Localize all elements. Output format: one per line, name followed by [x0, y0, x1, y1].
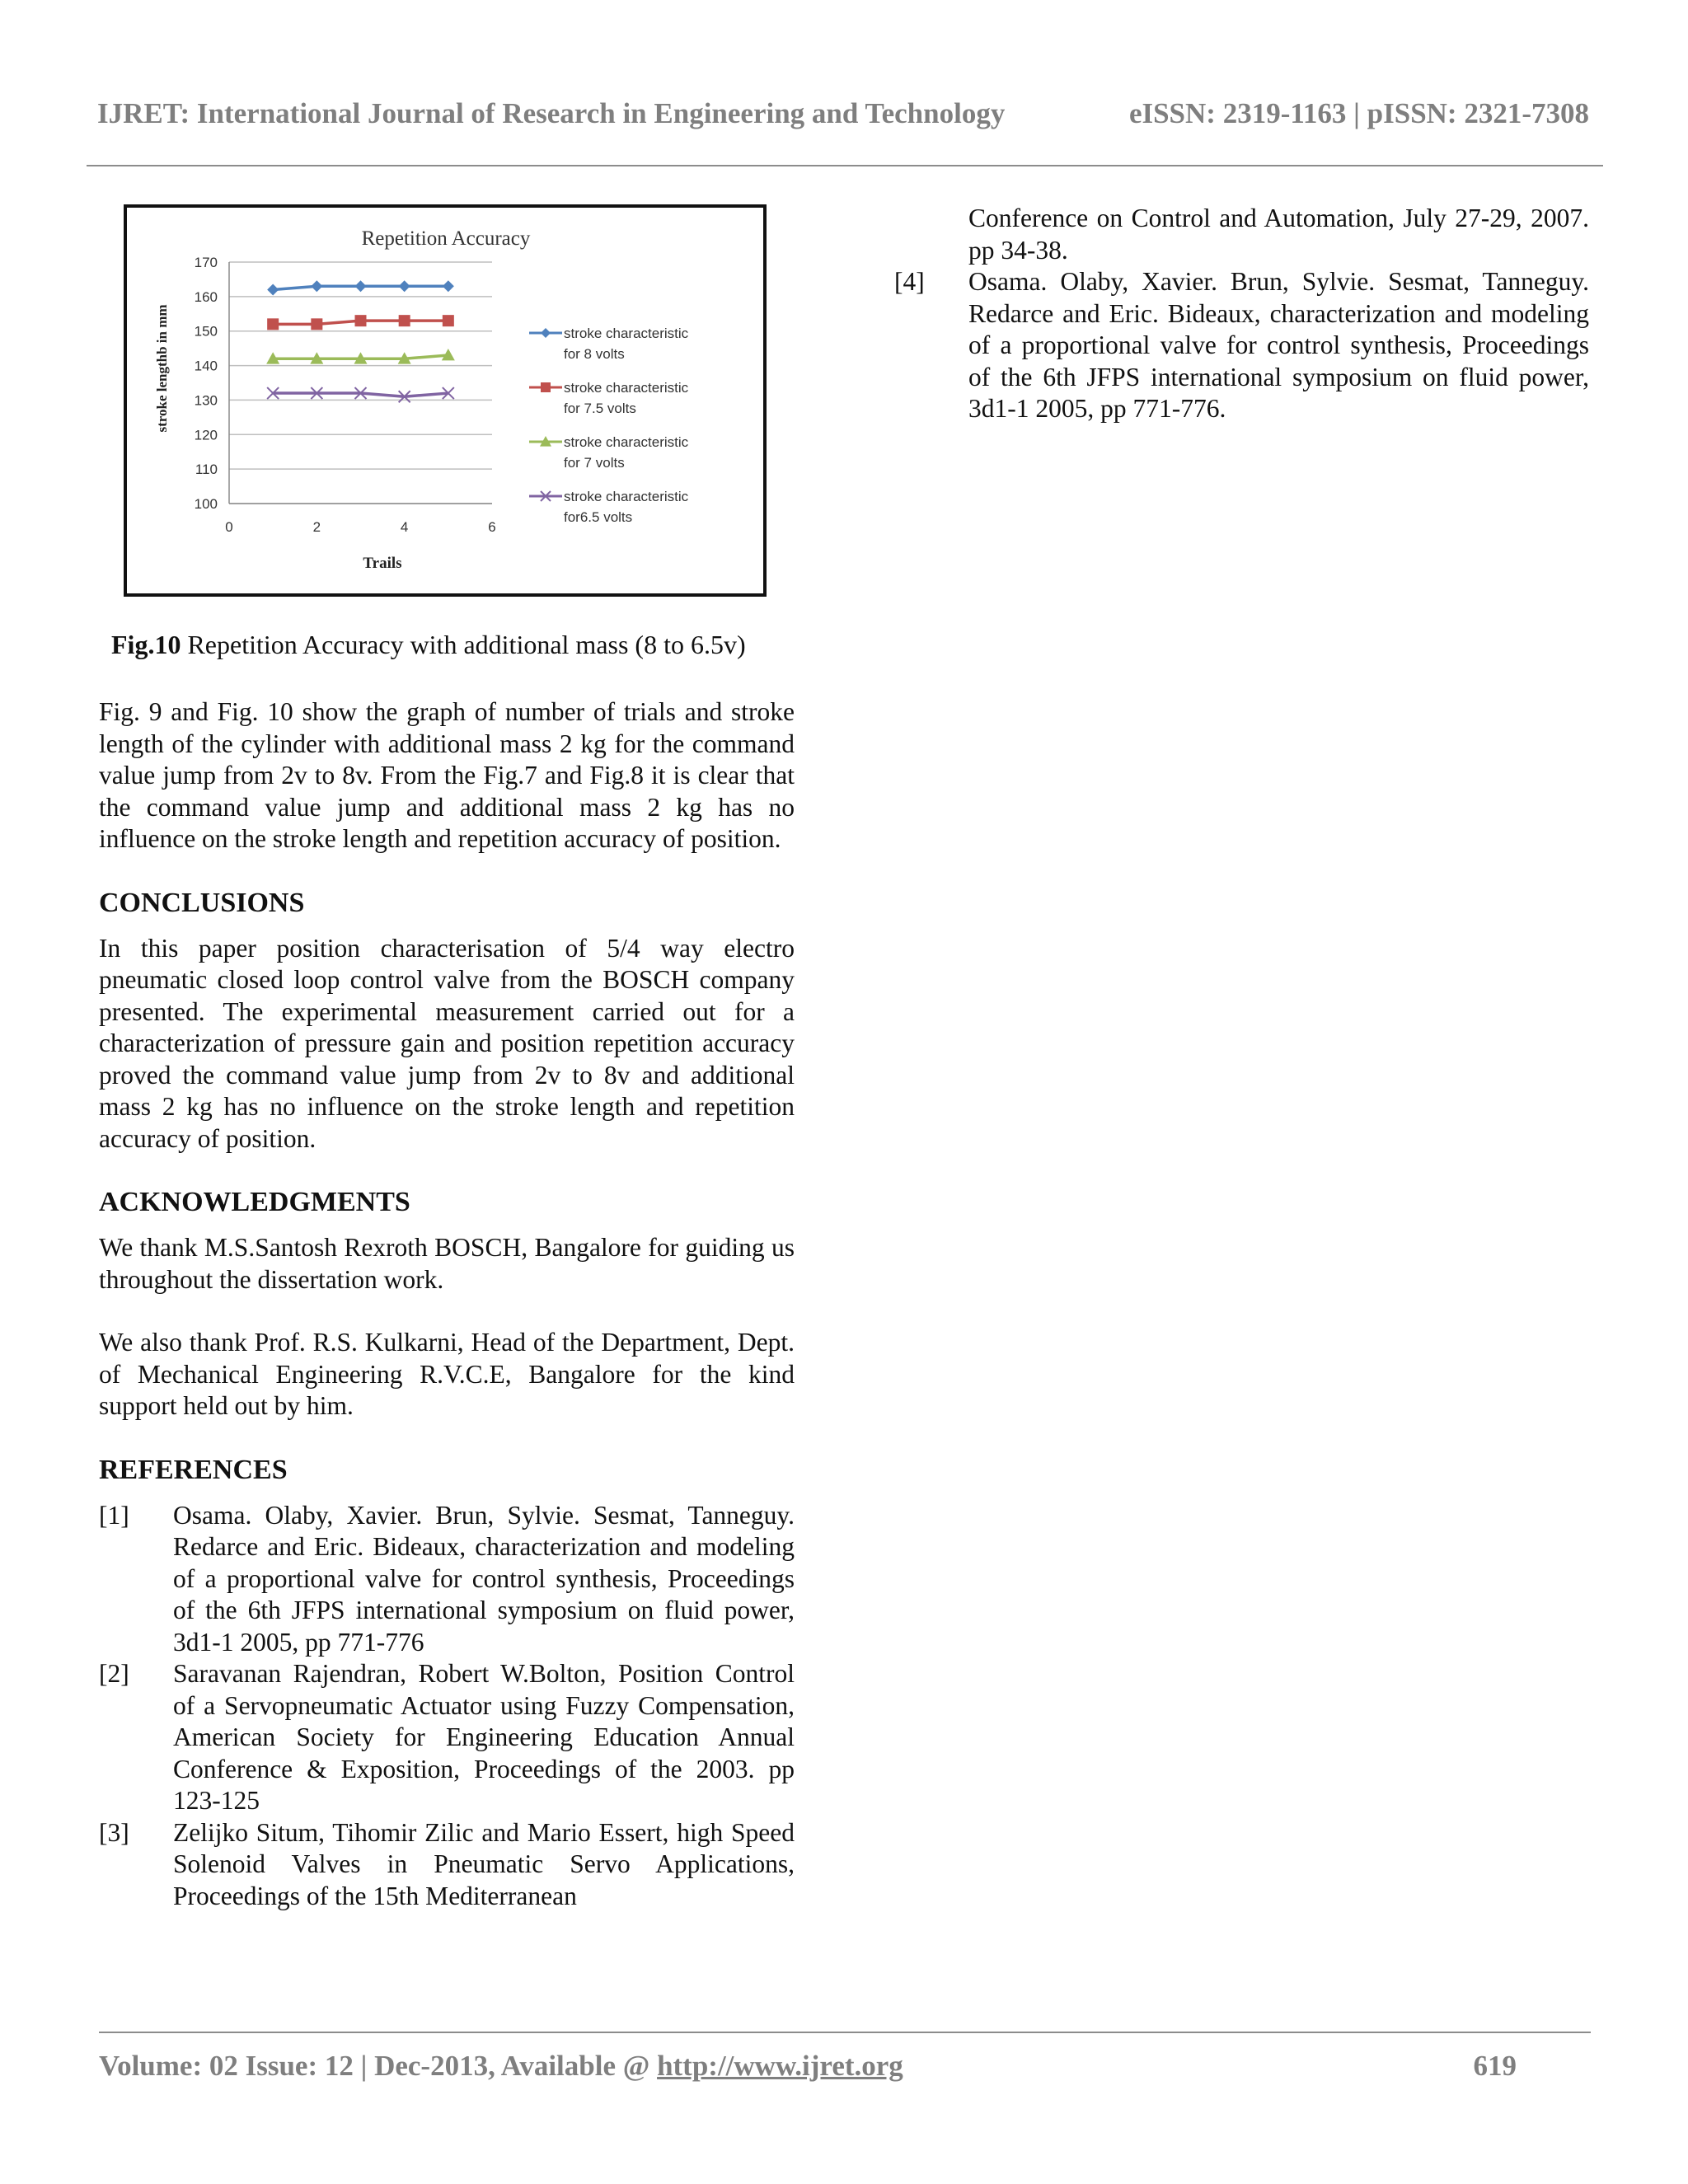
data-point	[443, 280, 454, 292]
page-number: 619	[1473, 2050, 1517, 2082]
reference-item	[894, 266, 1589, 425]
conclusions-paragraph: In this paper position characterisation of 5/4 way electro pneumatic closed loop control valve from the BOSCH company presented. The experimental measurement carried out for a characterization of pressure gain and position repetition accuracy proved the command value jump from 2v to 8v and additional mass 2 kg has no influence on the stroke length and repetition accuracy of position.	[99, 933, 795, 1153]
figure-caption	[111, 630, 795, 660]
legend-label: for6.5 volts	[564, 509, 633, 525]
references-heading: REFERENCES	[99, 1454, 288, 1485]
data-point	[541, 382, 551, 392]
data-point	[541, 328, 551, 338]
legend-label: stroke characteristic	[564, 489, 689, 504]
reference-number: [4]	[894, 267, 925, 296]
legend-label: for 7.5 volts	[564, 401, 636, 416]
left-column	[99, 696, 795, 1912]
y-tick-label: 100	[194, 496, 218, 512]
x-tick-label: 2	[312, 519, 321, 535]
y-tick-label: 150	[194, 323, 218, 340]
intro-paragraph: Fig. 9 and Fig. 10 show the graph of number of trials and stroke length of the cylinder with additional mass 2 kg for the command value jump from 2v to 8v. From the Fig.7 and Fig.8 it is clear that the command value jump and additional mass 2 kg has no influence on the stroke length and repetition accuracy of position.	[99, 697, 795, 853]
reference-number: [3]	[99, 1817, 129, 1847]
reference-text: Osama. Olaby, Xavier. Brun, Sylvie. Sesmat, Tanneguy. Redarce and Eric. Bideaux, characterization and modeling of a proportional valve for control synthesis, Proceedings of the 6th JFPS international symposium on fluid power, 3d1-1 2005, pp 771-776	[173, 1500, 795, 1657]
data-point	[355, 315, 367, 326]
reference-item	[99, 1817, 795, 1913]
legend-label: for 8 volts	[564, 346, 625, 362]
reference-item	[99, 1658, 795, 1817]
footer-divider	[99, 2032, 1591, 2033]
legend-label: stroke characteristic	[564, 380, 689, 396]
header-divider	[87, 165, 1603, 166]
y-tick-label: 130	[194, 392, 218, 409]
data-point	[267, 318, 279, 330]
acknowledgments-heading: ACKNOWLEDGMENTS	[99, 1187, 410, 1217]
y-tick-label: 140	[194, 358, 218, 374]
conclusions-heading: CONCLUSIONS	[99, 887, 305, 918]
reference-number: [2]	[99, 1659, 129, 1688]
chart-title: Repetition Accuracy	[361, 227, 531, 250]
data-point	[311, 280, 322, 292]
reference-continuation	[894, 203, 1589, 266]
x-tick-label: 4	[400, 519, 409, 535]
journal-link[interactable]: http://www.ijret.org	[657, 2050, 903, 2082]
acknowledgment-paragraph-2: We also thank Prof. R.S. Kulkarni, Head of the Department, Dept. of Mechanical Engineering R.V.C.E, Bangalore for the kind support held out by him.	[99, 1328, 795, 1420]
y-tick-label: 170	[194, 255, 218, 270]
chart-x-axis-label: Trails	[363, 555, 402, 572]
reference-item	[99, 1500, 795, 1659]
reference-text: Conference on Control and Automation, July 27-29, 2007. pp 34-38.	[968, 204, 1589, 265]
data-point	[443, 315, 454, 326]
y-tick-label: 160	[194, 288, 218, 305]
reference-text: Osama. Olaby, Xavier. Brun, Sylvie. Sesmat, Tanneguy. Redarce and Eric. Bideaux, characterization and modeling of a proportional valve for control synthesis, Proceedings of the 6th JFPS international symposium on fluid power, 3d1-1 2005, pp 771-776.	[968, 267, 1589, 423]
data-point	[311, 318, 322, 330]
data-point	[399, 315, 410, 326]
repetition-accuracy-chart	[124, 204, 767, 597]
right-column	[894, 203, 1589, 425]
figure-label: Fig.10	[111, 630, 181, 659]
issn-text: eISSN: 2319-1163 | pISSN: 2321-7308	[1128, 97, 1589, 129]
legend-label: stroke characteristic	[564, 326, 689, 341]
page-header	[97, 97, 1589, 130]
footer-volume	[99, 2050, 903, 2083]
data-point	[267, 284, 279, 295]
reference-text: Zelijko Situm, Tihomir Zilic and Mario Essert, high Speed Solenoid Valves in Pneumatic Servo Applications, Proceedings of the 15th Mediterranean	[173, 1817, 795, 1910]
figure-caption-text: Repetition Accuracy with additional mass (8 to 6.5v)	[181, 630, 746, 659]
footer-volume-text: Volume: 02 Issue: 12 | Dec-2013, Available @	[99, 2050, 658, 2082]
acknowledgment-paragraph-1: We thank M.S.Santosh Rexroth BOSCH, Bangalore for guiding us throughout the dissertation work.	[99, 1233, 795, 1294]
x-tick-label: 6	[488, 519, 496, 535]
y-tick-label: 110	[195, 462, 218, 478]
data-point	[355, 280, 367, 292]
reference-text: Saravanan Rajendran, Robert W.Bolton, Position Control of a Servopneumatic Actuator using Fuzzy Compensation, American Society for Engineering Education Annual Conference & Exposition, Proceedings of the 2003. pp 123-125	[173, 1659, 795, 1815]
y-tick-label: 120	[194, 427, 218, 443]
chart-canvas	[127, 208, 763, 593]
reference-number: [1]	[99, 1500, 129, 1530]
x-tick-label: 0	[225, 519, 233, 535]
legend-label: stroke characteristic	[564, 434, 689, 450]
data-point	[399, 280, 410, 292]
journal-title: IJRET: International Journal of Research in Engineering and Technology	[97, 97, 1006, 129]
chart-y-axis-label: stroke lengthb in mm	[154, 304, 170, 433]
legend-label: for 7 volts	[564, 455, 625, 471]
page-footer	[99, 2050, 1517, 2083]
